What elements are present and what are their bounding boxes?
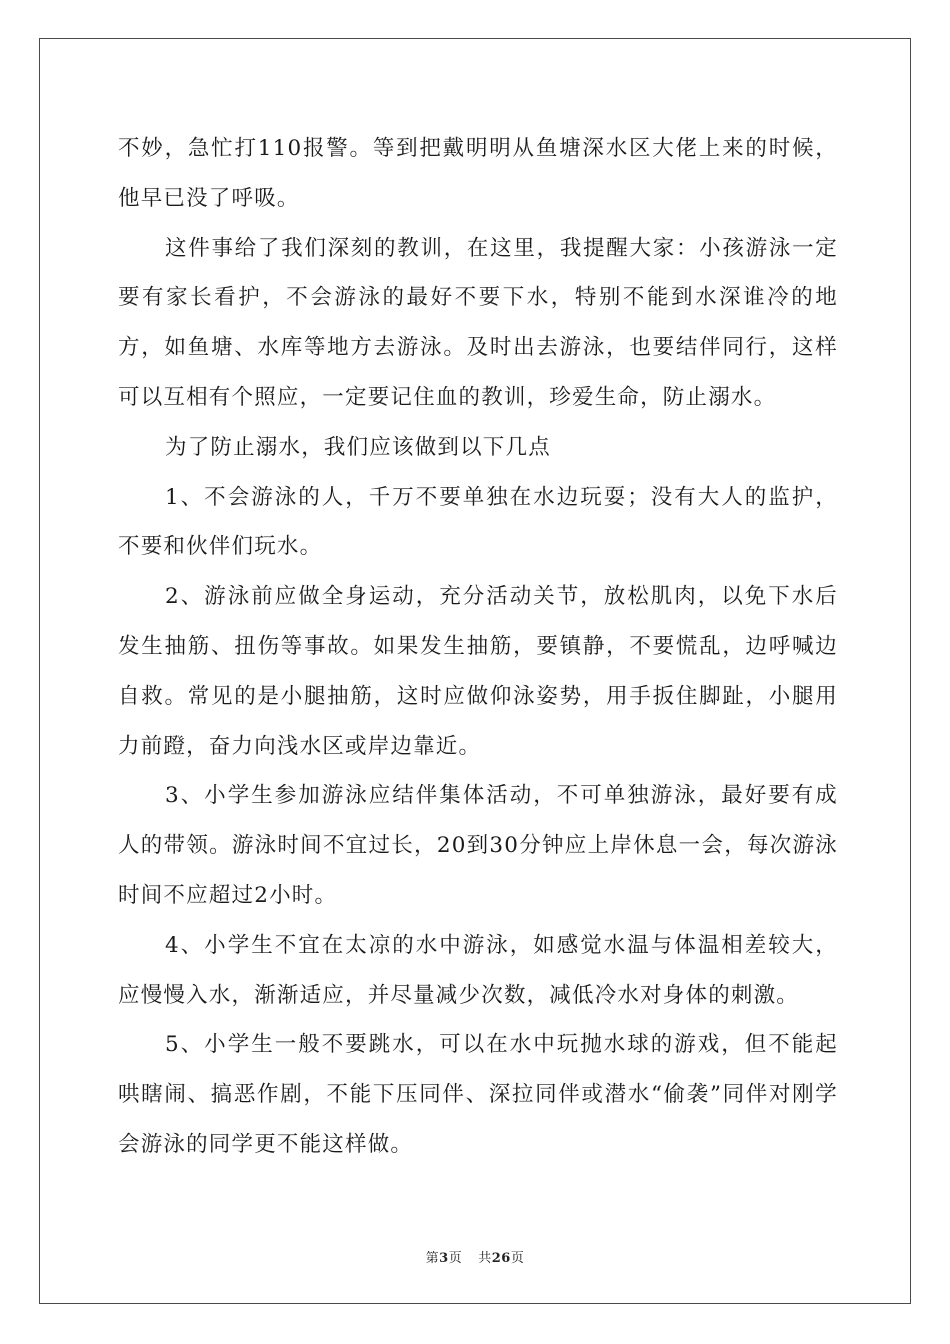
paragraph: 不妙，急忙打110报警。等到把戴明明从鱼塘深水区大佬上来的时候，他早已没了呼吸。 — [118, 136, 838, 211]
page-number: 3 — [439, 1251, 449, 1266]
paragraph: 这件事给了我们深刻的教训，在这里，我提醒大家：小孩游泳一定要有家长看护，不会游泳的最好不要下水，特别不能到水深谁冷的地方，如鱼塘、水库等地方去游泳。及时出去游泳，也要结伴同行，这样可以互相有个照应，一定要记住血的教训，珍爱生命，防止溺水。 — [118, 235, 838, 410]
total-pages: 26 — [491, 1251, 511, 1266]
paragraph: 5、小学生一般不要跳水，可以在水中玩抛水球的游戏，但不能起哄瞎闹、搞恶作剧，不能下压同伴、深拉同伴或潜水“偷袭”同伴对刚学会游泳的同学更不能这样做。 — [118, 1032, 838, 1157]
document-body — [118, 124, 838, 1170]
page-footer — [0, 1247, 950, 1266]
paragraph: 3、小学生参加游泳应结伴集体活动，不可单独游泳，最好要有成人的带领。游泳时间不宜过长，20到30分钟应上岸休息一会，每次游泳时间不应超过2小时。 — [118, 783, 838, 908]
total-prefix: 共 — [478, 1251, 492, 1266]
paragraph: 为了防止溺水，我们应该做到以下几点 — [165, 434, 551, 460]
page-prefix: 第 — [425, 1251, 440, 1266]
paragraph: 1、不会游泳的人，千万不要单独在水边玩耍；没有大人的监护，不要和伙伴们玩水。 — [118, 484, 838, 560]
paragraph: 4、小学生不宜在太凉的水中游泳，如感觉水温与体温相差较大，应慢慢入水，渐渐适应，并尽量减少次数，减低冷水对身体的刺激。 — [118, 932, 838, 1008]
total-suffix: 页 — [510, 1251, 525, 1266]
page-suffix: 页 — [448, 1251, 463, 1266]
paragraph: 2、游泳前应做全身运动，充分活动关节，放松肌肉，以免下水后发生抽筋、扭伤等事故。如果发生抽筋，要镇静，不要慌乱，边呼喊边自救。常见的是小腿抽筋，这时应做仰泳姿势，用手扳住脚趾，小腿用力前蹬，奋力向浅水区或岸边靠近。 — [118, 584, 838, 759]
